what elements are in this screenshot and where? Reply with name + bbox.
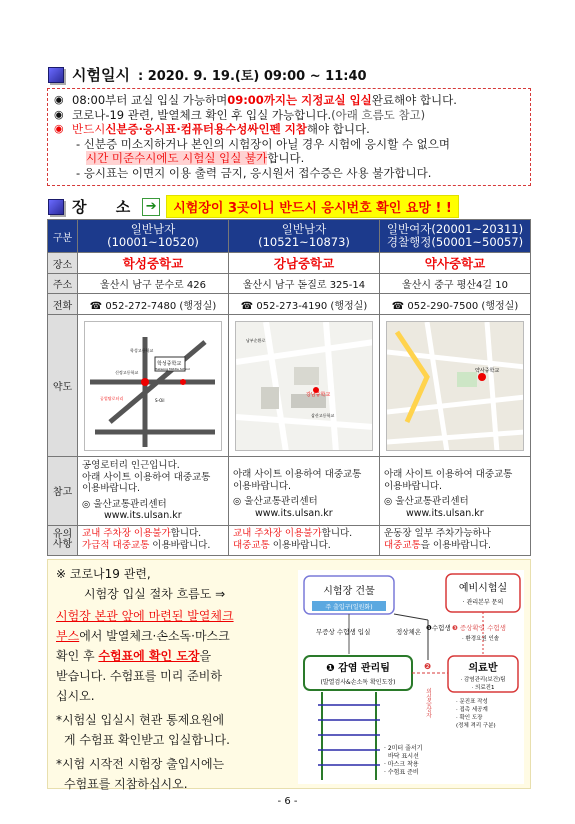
exam-date-title: 시험일시 bbox=[72, 66, 130, 84]
svg-text:강남중학교: 강남중학교 bbox=[306, 391, 331, 398]
group-2: 일반남자 (10521~10873) bbox=[229, 220, 380, 253]
note-cell: 교내 주차장 이용불가합니다. 가급적 대중교통 이용바랍니다. bbox=[78, 525, 229, 555]
svg-text:· 확인 도장: · 확인 도장 bbox=[456, 715, 483, 721]
phone-row: 전화 ☎ 052-272-7480 (행정실) ☎ 052-273-4190 (행정실) ☎ 052-290-7500 (행정실) bbox=[48, 294, 531, 315]
svg-text:· 수험표 준비: · 수험표 준비 bbox=[384, 769, 419, 776]
svg-text:❸ 증상확인 수험생: ❸ 증상확인 수험생 bbox=[452, 624, 506, 632]
its-link[interactable]: www.its.ulsan.kr bbox=[255, 507, 333, 519]
covid-text: ※ 코로나19 관련, 시험장 입실 절차 흐름도 ⇒ 시험장 본관 앞에 마련된 발열체크 부스에서 발열체크·손소독·마스크 확인 후 수험표에 확인 도장을 받습니다. 수험표를 미리 준비하 십시오. *시험실 입실시 현관 통제요원에 게 수험표 확인받고 입실합니다. *시험 시작전 시험장 출입시에는 수험표를 지참하십시오. bbox=[56, 567, 234, 791]
svg-text:공업탑로터리: 공업탑로터리 bbox=[100, 395, 124, 401]
notice-1: ◉ 08:00부터 교실 입실 가능하며 09:00까지는 지정교실 입실 완료해야 합니다. bbox=[54, 93, 457, 107]
note-cell: 운동장 일부 주차가능하나 대중교통을 이용바랍니다. bbox=[380, 525, 531, 555]
svg-text:학성고등학교: 학성고등학교 bbox=[130, 347, 154, 353]
phone: ☎ 052-290-7500 (행정실) bbox=[380, 294, 531, 315]
map-cell bbox=[78, 315, 229, 457]
address-row: 주소 울산시 남구 문수로 426 울산시 남구 돋질로 325-14 울산시 중구 평산4길 10 bbox=[48, 274, 531, 294]
svg-text:(정체 격리 구분): (정체 격리 구분) bbox=[456, 723, 496, 729]
address: 울산시 남구 문수로 426 bbox=[78, 274, 229, 294]
entry-flow-diagram bbox=[298, 570, 524, 784]
note-row: 유의 사항 교내 주차장 이용불가합니다. 가급적 대중교통 이용바랍니다. 교내 주차장 이용불가합니다. 대중교통 이용바랍니다. 운동장 일부 주차가능하나 대중교통을 이용바랍니다. bbox=[48, 525, 531, 555]
ref-row: 참고 공영로터리 인근입니다. 아래 사이트 이용하여 대중교통 이용바랍니다. ◎ 울산교통관리센터 www.its.ulsan.kr 아래 사이트 이용하여 대중교통 이용바랍니다. ◎ 울산교통관리센터 www.its.ulsan.kr 아래 사이트 이용하여 대중교통 이용바랍니다. ◎ 울산교통관리센터 www.its.ulsan.kr bbox=[48, 457, 531, 526]
section-square-icon bbox=[48, 199, 64, 215]
svg-text:S-Oil: S-Oil bbox=[155, 397, 165, 403]
page-number: - 6 - bbox=[277, 796, 298, 807]
its-link[interactable]: www.its.ulsan.kr bbox=[406, 507, 484, 519]
school-name: 강남중학교 bbox=[229, 253, 380, 274]
map-row: 약도 학성중학교 Haksong Middle School 학성고등학교 신정고등학교 공업탑로터리 S-Oil 강남중학교 삼산고등학교 남부순환로 약사중학교 bbox=[48, 315, 531, 457]
notice-2: ◉ 코로나-19 관련, 발열체크 확인 후 입실 가능합니다. (아래 흐름도 참고) bbox=[54, 107, 426, 122]
its-link[interactable]: www.its.ulsan.kr bbox=[104, 510, 182, 521]
svg-text:· 감염관리(보건)팀: · 감염관리(보건)팀 bbox=[460, 677, 506, 683]
svg-text:· 2미터 줄서기: · 2미터 줄서기 bbox=[384, 745, 423, 752]
address: 울산시 남구 돋질로 325-14 bbox=[229, 274, 380, 294]
svg-text:신정고등학교: 신정고등학교 bbox=[115, 369, 139, 375]
phone: ☎ 052-273-4190 (행정실) bbox=[229, 294, 380, 315]
table-header-row bbox=[48, 220, 531, 253]
school-name: 약사중학교 bbox=[380, 253, 531, 274]
svg-text:(발열검사&손소독 확인도장): (발열검사&손소독 확인도장) bbox=[320, 679, 396, 686]
note-cell: 교내 주차장 이용불가합니다. 대중교통 이용바랍니다. bbox=[229, 525, 380, 555]
svg-text:주 출입구(일원화): 주 출입구(일원화) bbox=[325, 604, 373, 611]
group-1: 일반남자 (10001~10520) bbox=[78, 220, 229, 253]
notice-box bbox=[47, 88, 531, 186]
building-label: 시험장 건물 bbox=[323, 586, 375, 597]
bullet-icon: ◉ bbox=[54, 122, 64, 135]
svg-text:· 마스크 착용: · 마스크 착용 bbox=[384, 761, 419, 768]
svg-text:· 문진표 작성: · 문진표 작성 bbox=[456, 699, 488, 705]
bullet-icon: ◉ bbox=[54, 93, 64, 106]
svg-text:Haksong Middle School: Haksong Middle School bbox=[155, 366, 190, 371]
svg-text:바닥 표시선: 바닥 표시선 bbox=[388, 753, 419, 760]
svg-text:의심증상자: 의심증상자 bbox=[424, 688, 432, 718]
group-3: 일반여자(20001~20311) 경찰행정(50001~50057) bbox=[380, 220, 531, 253]
map-image-yaksa bbox=[386, 321, 524, 451]
prelim-room-label: 예비시험실 bbox=[458, 583, 508, 594]
map-cell bbox=[229, 315, 380, 457]
arrow-right-icon: ➔ bbox=[142, 198, 160, 216]
notice-sub-2: - 응시표는 이면지 이용 출력 금지, 응시원서 접수증은 사용 불가합니다. bbox=[76, 165, 432, 180]
ref-cell: 아래 사이트 이용하여 대중교통 이용바랍니다. ◎ 울산교통관리센터 www.its.ulsan.kr bbox=[229, 457, 380, 526]
notice-3: ◉ 반드시 신분증·응시표·컴퓨터용수성싸인펜 지참 해야 합니다. bbox=[54, 122, 370, 136]
bullet-icon: ◉ bbox=[54, 107, 64, 121]
ref-cell: 공영로터리 인근입니다. 아래 사이트 이용하여 대중교통 이용바랍니다. ◎ 울산교통관리센터 www.its.ulsan.kr bbox=[78, 457, 229, 526]
medical-team-label: 의료반 bbox=[468, 663, 498, 674]
ref-cell: 아래 사이트 이용하여 대중교통 이용바랍니다. ◎ 울산교통관리센터 www.its.ulsan.kr bbox=[380, 457, 531, 526]
svg-text:약사중학교: 약사중학교 bbox=[475, 367, 500, 374]
svg-text:학성중학교: 학성중학교 bbox=[157, 360, 182, 367]
svg-text:· 의료진1: · 의료진1 bbox=[471, 685, 495, 691]
exam-date-header bbox=[48, 64, 367, 85]
notice-sub-1: - 신분증 미소지하거나 본인의 시험장이 아닐 경우 시험에 응시할 수 없으며 시간 미준수시에도 시험실 입실 불가합니다. bbox=[76, 136, 450, 165]
map-cell bbox=[380, 315, 531, 457]
col-label: 구분 bbox=[48, 220, 78, 253]
map-image-haksung bbox=[84, 321, 222, 451]
section-square-icon bbox=[48, 67, 64, 83]
svg-text:· 환경요원 인솔: · 환경요원 인솔 bbox=[462, 636, 500, 642]
svg-text:· 관리본부 문의: · 관리본부 문의 bbox=[462, 599, 504, 606]
svg-text:❷: ❷ bbox=[424, 662, 432, 671]
school-row: 장소 학성중학교 강남중학교 약사중학교 bbox=[48, 253, 531, 274]
place-header bbox=[48, 195, 459, 218]
svg-text:남부순환로: 남부순환로 bbox=[246, 337, 266, 343]
svg-text:· 접촉 세공계: · 접촉 세공계 bbox=[456, 707, 488, 713]
svg-text:정상체온: 정상체온 bbox=[396, 628, 422, 636]
exam-date-value: : 2020. 9. 19.(토) 09:00 ~ 11:40 bbox=[137, 69, 367, 84]
address: 울산시 중구 평산4길 10 bbox=[380, 274, 531, 294]
svg-text:무증상 수험생 입실: 무증상 수험생 입실 bbox=[316, 628, 371, 636]
place-title: 장 소 bbox=[72, 198, 143, 216]
covid-box bbox=[47, 559, 531, 789]
map-image-gangnam bbox=[235, 321, 373, 451]
svg-text:❹수험생: ❹수험생 bbox=[426, 624, 451, 632]
sites-table bbox=[47, 219, 531, 556]
phone: ☎ 052-272-7480 (행정실) bbox=[78, 294, 229, 315]
infection-team-label: ❶ 감염 관리팀 bbox=[326, 663, 390, 674]
place-banner: 시험장이 3곳이니 반드시 응시번호 확인 요망 ! ! bbox=[166, 195, 459, 218]
svg-text:삼산고등학교: 삼산고등학교 bbox=[311, 412, 335, 418]
school-name: 학성중학교 bbox=[78, 253, 229, 274]
